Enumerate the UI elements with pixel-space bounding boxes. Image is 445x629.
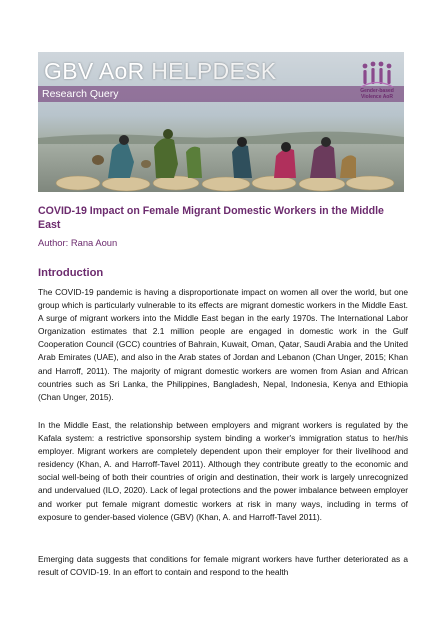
section-heading: Introduction [38,267,104,279]
header-banner [38,52,404,192]
gbv-aor-logo [354,60,400,120]
paragraph-2: In the Middle East, the relationship between employers and migrant workers is regulated by the Kafala system: a restrictive sponsorship system binding a worker's immigration status to her/his employer. Migrant workers are completely dependent upon their employer for their livelihood and residency (Khan, A. and Harroff-Tavel 2011). Although they contribute greatly to the economic and social well-being of both their countries of origin and destination, their work is largely unrecognized and undervalued (ILO, 2020). Lack of legal protections and the power imbalance between employer and worker put female migrant domestic workers at risk in many ways, including in terms of exposure to gender-based violence (GBV) (Khan, A. and Harroff-Tavel 2011). [38,420,408,522]
author-line: Author: Rana Aoun [38,237,118,248]
people-logo-icon [359,60,395,88]
brand-helpdesk: HELPDESK [151,58,277,84]
paragraph-1: The COVID-19 pandemic is having a disproportionate impact on women all over the world, but one group which is particularly vulnerable to its effects are migrant domestic workers in the Middle East. A surge of migrant workers into the Middle East began in the early 1970s. The International Labor Organization estimates that 2.1 million people are engaged in domestic work in the Gulf Cooperation Council (GCC) countries of Bahrain, Kuwait, Oman, Qatar, Saudi Arabia and the United Arab Emirates (UAE), and also in the Arab states of Jordan and Lebanon (Chan Unger, 2015; Khan and Harroff, 2011). The majority of migrant domestic workers are women from Asian and African countries such as Sri Lanka, the Philippines, Bangladesh, Nepal, Indonesia, Kenya and Ethiopia (Chan Unger, 2015). [38,287,408,402]
banner-subtitle: Research Query [42,88,119,100]
logo-text-line1: Gender-based [360,88,394,94]
banner-title [44,58,276,85]
paragraph-3: Emerging data suggests that conditions for female migrant workers have further deteriorated as a result of COVID-19. In an effort to contain and respond to the health [38,554,408,578]
logo-text-line2: Violence AoR [361,94,393,100]
brand-name: GBV AoR [44,58,145,84]
document-title: COVID-19 Impact on Female Migrant Domestic Workers in the Middle East [38,205,384,231]
